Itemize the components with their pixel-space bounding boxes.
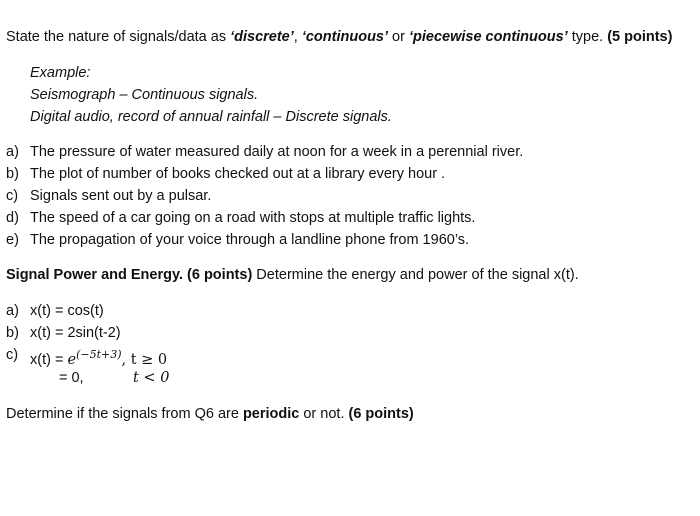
q5-item-d-label: d) (6, 210, 19, 226)
q6-item-c-line2: = 0, (59, 370, 84, 386)
q5-discrete: ‘discrete’ (230, 29, 294, 45)
q5-comma: , (293, 29, 302, 45)
example-line-2: Digital audio, record of annual rainfall – Discrete signals. (30, 109, 392, 125)
q6-item-a-label: a) (6, 303, 19, 319)
q5-piecewise: ‘piecewise continuous’ (408, 29, 568, 45)
q6-item-b-label: b) (6, 325, 19, 341)
q6-item-c-text (30, 346, 167, 369)
q5-item-c-text: Signals sent out by a pulsar. (30, 188, 212, 204)
q6-item-c-cond1: , t ≥ 0 (121, 352, 168, 368)
q5-item-b-text: The plot of number of books checked out at a library every hour . (30, 166, 446, 182)
q6-heading-rest: Determine the energy and power of the signal x(t). (252, 267, 579, 283)
q5-item-c-label: c) (6, 188, 19, 204)
q7-periodic: periodic (242, 406, 300, 422)
q5-or: or (388, 29, 409, 45)
q5-continuous: ‘continuous’ (301, 29, 389, 45)
q5-item-b-label: b) (6, 166, 19, 182)
q6-item-c-exponent: (−5t+3) (76, 348, 122, 361)
q6-item-b-text: x(t) = 2sin(t-2) (30, 325, 121, 341)
q6-heading-bold: Signal Power and Energy. (6 points) (6, 267, 253, 283)
q5-item-e-label: e) (6, 232, 19, 248)
q5-type: type. (567, 29, 608, 45)
q6-item-c-label: c) (6, 347, 19, 363)
example-line-1: Seismograph – Continuous signals. (30, 87, 259, 103)
q7-prefix: Determine if the signals from Q6 are (6, 406, 243, 422)
q6-item-c-e: e (67, 352, 77, 368)
q6-item-a-text: x(t) = cos(t) (30, 303, 104, 319)
q5-heading (6, 28, 672, 46)
q5-points: (5 points) (607, 29, 673, 45)
q5-item-e-text: The propagation of your voice through a landline phone from 1960’s. (30, 232, 470, 248)
q7-middle: or not. (299, 406, 349, 422)
q6-item-c-cond2: t < 0 (133, 370, 170, 386)
q6-item-c-prefix: x(t) = (30, 352, 68, 368)
q6-heading (6, 266, 579, 284)
q5-item-d-text: The speed of a car going on a road with stops at multiple traffic lights. (30, 210, 476, 226)
q7-points: (6 points) (348, 406, 414, 422)
q7-question (6, 405, 414, 423)
q5-prefix: State the nature of signals/data as (6, 29, 231, 45)
example-heading: Example: (30, 65, 91, 81)
q5-item-a-label: a) (6, 144, 19, 160)
q5-item-a-text: The pressure of water measured daily at noon for a week in a perennial river. (30, 144, 524, 160)
